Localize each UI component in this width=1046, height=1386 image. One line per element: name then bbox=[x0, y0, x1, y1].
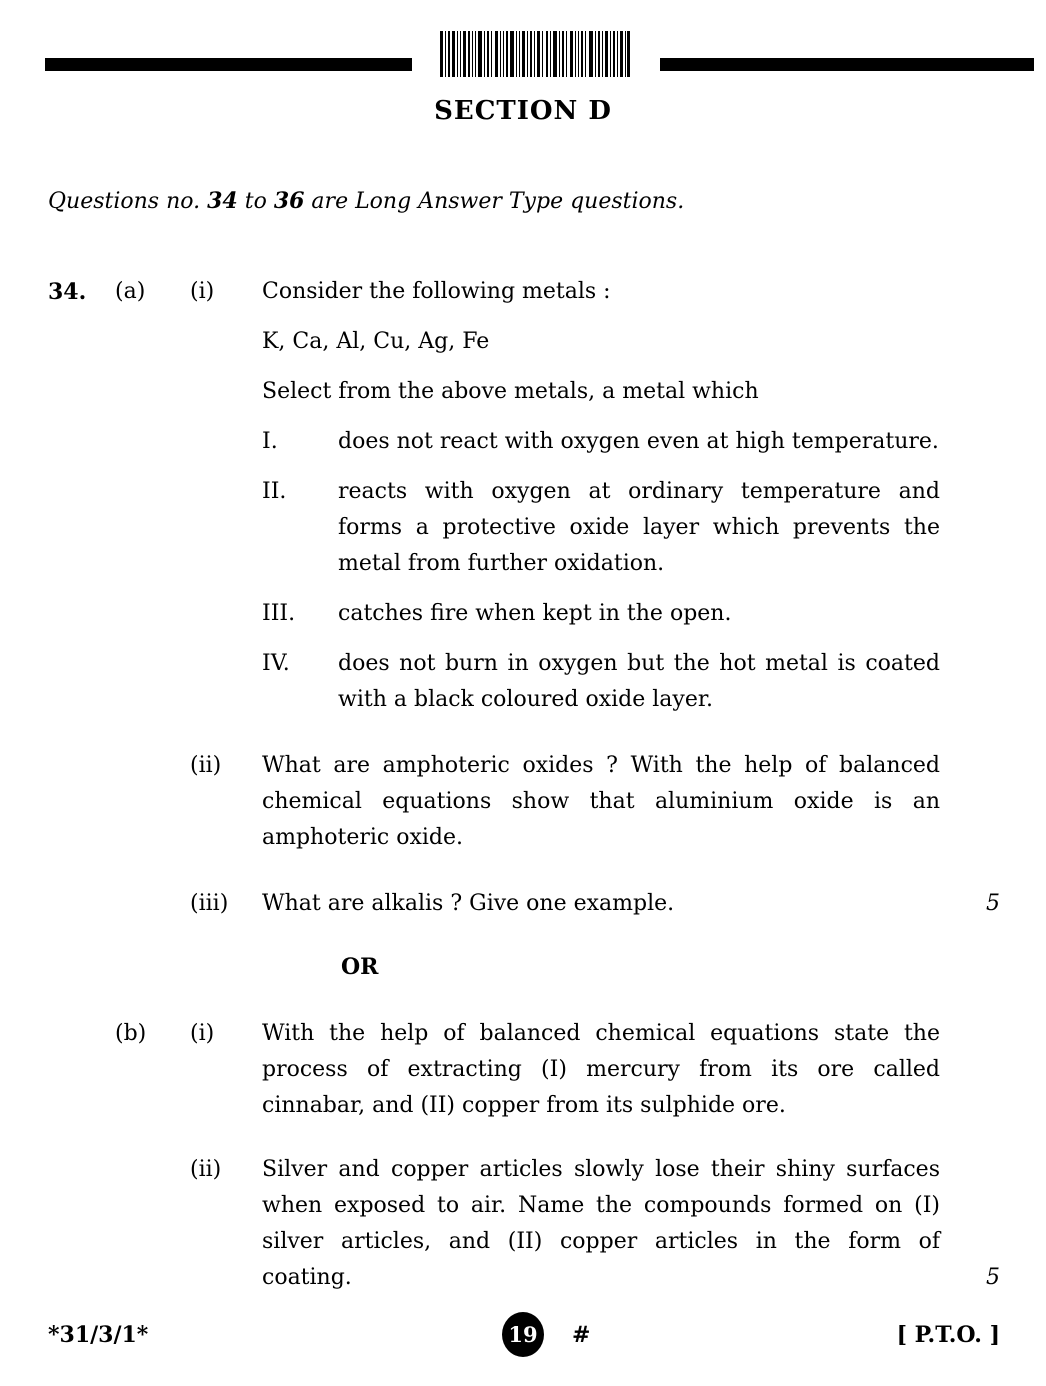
question-34-row bbox=[48, 274, 1000, 310]
header-rule-left bbox=[45, 58, 412, 71]
metals-list-row bbox=[48, 324, 1000, 360]
marks-value: 5 bbox=[986, 891, 1000, 916]
option-I-row bbox=[48, 424, 1000, 460]
part-b-sub-i-text: With the help of balanced chemical equations state the process of extracting (I) mercury from its ore called cinnabar, and (II) copper from its sulphide ore. bbox=[262, 1021, 940, 1118]
instruction-prefix: Questions no. bbox=[48, 189, 208, 214]
hash-mark: # bbox=[572, 1322, 591, 1348]
page-number-badge bbox=[502, 1312, 544, 1357]
option-IV-numeral: IV. bbox=[262, 651, 290, 676]
part-a-sub-ii-row bbox=[48, 748, 1000, 856]
or-separator: OR bbox=[341, 954, 379, 980]
question-paper-body bbox=[48, 183, 1000, 1296]
part-b-sub-i-row bbox=[48, 1016, 1000, 1124]
paper-code: *31/3/1* bbox=[48, 1322, 149, 1348]
option-III-numeral: III. bbox=[262, 601, 296, 626]
option-III-text: catches fire when kept in the open. bbox=[338, 601, 732, 626]
part-b-label: (b) bbox=[115, 1021, 147, 1046]
option-II-numeral: II. bbox=[262, 479, 287, 504]
select-line: Select from the above metals, a metal which bbox=[262, 379, 759, 404]
option-II-text: reacts with oxygen at ordinary temperature and forms a protective oxide layer which prevents the metal from further oxidation. bbox=[338, 479, 940, 576]
metals-list: K, Ca, Al, Cu, Ag, Fe bbox=[262, 329, 490, 354]
instruction-question-to: 36 bbox=[273, 188, 305, 214]
part-a-sub-ii-text: What are amphoteric oxides ? With the help of balanced chemical equations show that aluminium oxide is an amphoteric oxide. bbox=[262, 753, 940, 850]
select-line-row bbox=[48, 374, 1000, 410]
part-a-sub-iii-row bbox=[48, 886, 1000, 922]
part-a-label: (a) bbox=[115, 279, 146, 304]
section-instruction bbox=[48, 183, 1000, 220]
part-b-sub-ii-label: (ii) bbox=[190, 1157, 222, 1182]
option-II-row bbox=[48, 474, 1000, 582]
instruction-mid: to bbox=[237, 189, 274, 214]
option-I-text: does not react with oxygen even at high temperature. bbox=[338, 429, 939, 454]
barcode-image bbox=[440, 31, 630, 77]
instruction-question-from: 34 bbox=[207, 188, 238, 214]
part-a-sub-iii-label: (iii) bbox=[190, 891, 229, 916]
option-IV-text: does not burn in oxygen but the hot metal is coated with a black coloured oxide layer. bbox=[338, 651, 940, 712]
part-a-sub-ii-label: (ii) bbox=[190, 753, 222, 778]
instruction-suffix: are Long Answer Type questions. bbox=[304, 189, 685, 214]
marks-value: 5 bbox=[986, 1265, 1000, 1290]
part-a-sub-i-intro: Consider the following metals : bbox=[262, 279, 611, 304]
part-b-sub-ii-row bbox=[48, 1152, 1000, 1296]
or-row bbox=[48, 949, 1000, 985]
option-I-numeral: I. bbox=[262, 429, 278, 454]
part-b-sub-ii-text: Silver and copper articles slowly lose their shiny surfaces when exposed to air. Name the compounds formed on (I) silver articles, and (II) copper articles in the form of coating. bbox=[262, 1157, 940, 1290]
option-III-row bbox=[48, 596, 1000, 632]
part-a-sub-iii-text: What are alkalis ? Give one example. bbox=[262, 891, 675, 916]
section-title: SECTION D bbox=[434, 96, 612, 126]
header-rule-right bbox=[660, 58, 1034, 71]
page-number: 19 bbox=[508, 1322, 538, 1347]
question-number: 34. bbox=[48, 279, 87, 305]
part-b-sub-i-label: (i) bbox=[190, 1021, 215, 1046]
pto-label: [ P.T.O. ] bbox=[896, 1322, 1000, 1348]
option-IV-row bbox=[48, 646, 1000, 718]
part-a-sub-i-label: (i) bbox=[190, 279, 215, 304]
